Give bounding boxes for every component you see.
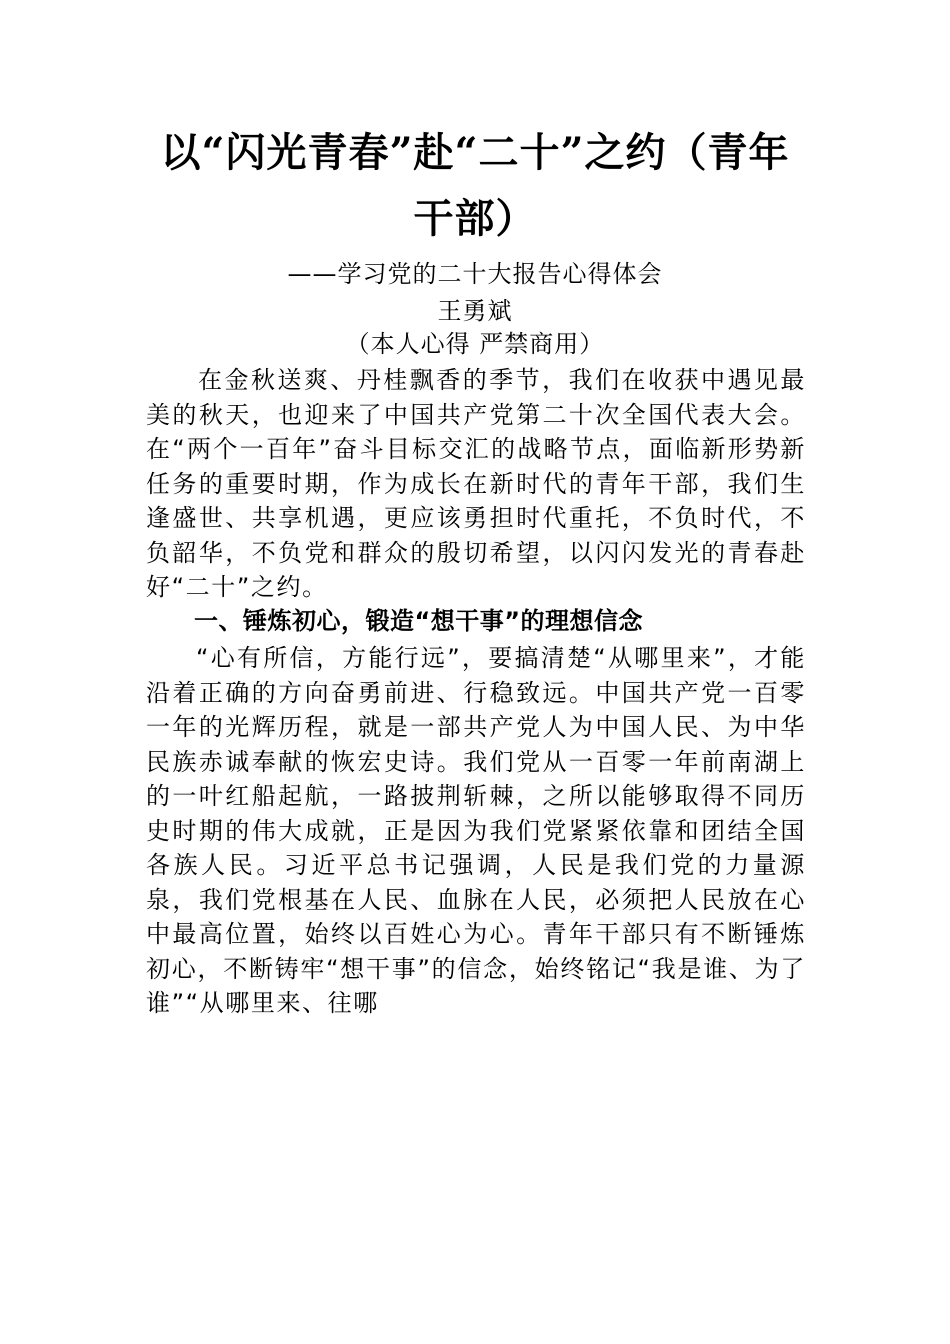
document-title: 以“闪光青春”赴“二十”之约（青年干部） bbox=[160, 129, 790, 242]
document-author: 王勇斌 bbox=[437, 297, 513, 325]
document-subtitle: ——学习党的二十大报告心得体会 bbox=[287, 260, 663, 288]
intro-paragraph: 在金秋送爽、丹桂飘香的季节，我们在收获中遇见最美的秋天，也迎来了中国共产党第二十次全国代表大会。在“两个一百年”奋斗目标交汇的战略节点，面临新形势新任务的重要时期，作为成长在新时代的青年干部，我们生逢盛世、共享机遇，更应该勇担时代重托，不负时代，不负韶华，不负党和群众的殷切希望，以闪闪发光的青春赴好“二十”之约。 bbox=[146, 366, 806, 601]
section-heading: 一、锤炼初心，锻造“想干事”的理想信念 bbox=[194, 607, 644, 635]
usage-note: （本人心得 严禁商用） bbox=[345, 330, 605, 358]
section-paragraph: “心有所信，方能行远”，要搞清楚“从哪里来”，才能沿着正确的方向奋勇前进、行稳致远。中国共产党一百零一年的光辉历程，就是一部共产党人为中国人民、为中华民族赤诚奉献的恢宏史诗。我们党从一百零一年前南湖上的一叶红船起航，一路披荆斩棘，之所以能够取得不同历史时期的伟大成就，正是因为我们党紧紧依靠和团结全国各族人民。习近平总书记强调，人民是我们党的力量源泉，我们党根基在人民、血脉在人民，必须把人民放在心中最高位置，始终以百姓心为心。青年干部只有不断锤炼初心，不断铸牢“想干事”的信念，始终铭记“我是谁、为了谁”“从哪里来、往哪 bbox=[146, 644, 806, 1017]
